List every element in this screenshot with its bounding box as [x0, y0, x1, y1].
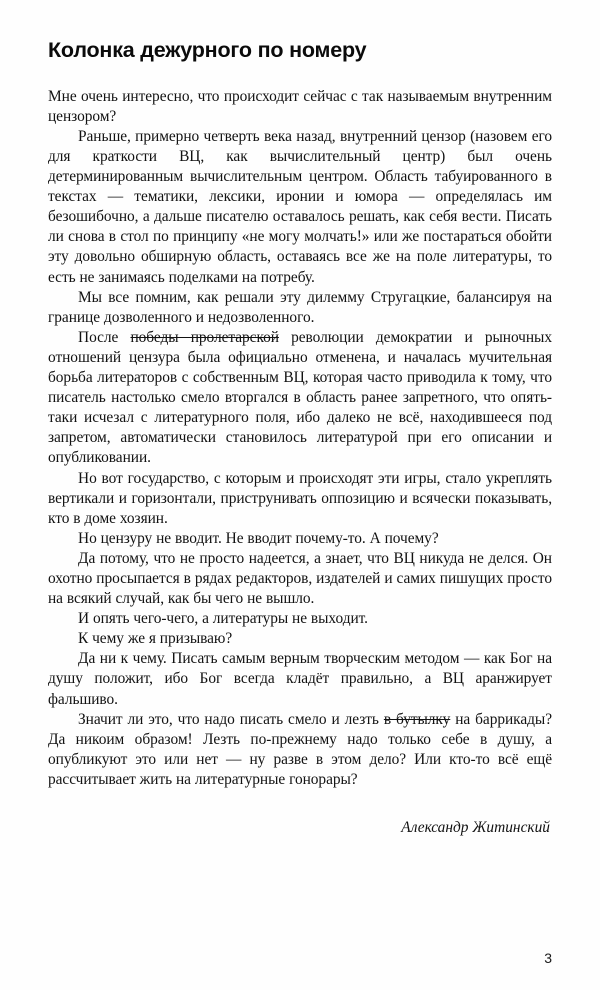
page-number: 3	[544, 950, 552, 966]
paragraph-4-rest: революции демократии и рыночных отношений цензура была официально отменена, и началась мучительная борьба литераторов с собственным ВЦ, которая часто приводила к тому, что писатель настолько смело вторгался в область ранее запретного, что опять-таки исчезал с литературного поля, ибо далеко не всё, находившееся под запретом, автоматически становилось литературой при его описании и опубликовании.	[48, 328, 552, 467]
paragraph-11-rest: на баррикады? Да никоим образом! Лезть по-прежнему надо только себе в душу, а опубликуют это или нет — ну разве в этом дело? Или кто-то всё ещё рассчитывает жить на литературные гонорары?	[48, 710, 553, 788]
page-content	[48, 0, 552, 838]
page-title: Колонка дежурного по номеру	[48, 38, 367, 62]
author-signature: Александр Житинский	[401, 819, 550, 836]
paragraph-11-lead: Значит ли это, что надо писать смело и лезть	[78, 710, 384, 728]
paragraph-4-lead: После	[78, 328, 131, 346]
paragraph-7: Да потому, что не просто надеется, а знает, что ВЦ никуда не делся. Он охотно просыпается в рядах редакторов, издателей и самих пишущих просто на всякий случай, как бы чего не вышло.	[48, 549, 552, 608]
paragraph-8: И опять чего-чего, а литературы не выходит.	[78, 610, 368, 628]
paragraph-6: Но цензуру не вводит. Не вводит почему-то. А почему?	[78, 529, 439, 547]
paragraph-11	[48, 710, 552, 790]
paragraph-2: Раньше, примерно четверть века назад, внутренний цензор (назовем его для краткости ВЦ, как вычислительный центр) был очень детерминированным вычислительным центром. Область табуированного в текстах — тематики, лексики, иронии и юмора — определялась им безошибочно, а дальше писателю оставалось решать, как себя вести. Писать ли снова в стол по принципу «не могу молчать!» или же постараться обойти эту довольно обширную область, оставаясь все же на поле литературы, то есть не занимаясь поделками на потребу.	[48, 127, 552, 286]
paragraph-10: Да ни к чему. Писать самым верным творческим методом — как Бог на душу положит, ибо Бог всегда кладёт правильно, а ВЦ аранжирует фальшиво.	[48, 650, 552, 708]
paragraph-1: Мне очень интересно, что происходит сейчас с так называемым внутренним цензором?	[48, 87, 552, 125]
paragraph-11-struck-text: в бутылку	[383, 710, 451, 728]
paragraph-4	[48, 328, 552, 469]
paragraph-3: Мы все помним, как решали эту дилемму Стругацкие, балансируя на границе дозволенного и недозволенного.	[48, 288, 552, 326]
paragraph-5: Но вот государство, с которым и происходят эти игры, стало укреплять вертикали и горизонтали, приструнивать оппозицию и всячески показывать, кто в доме хозяин.	[48, 469, 552, 527]
article-body	[48, 87, 552, 838]
paragraph-9: К чему же я призываю?	[78, 630, 233, 648]
paragraph-4-struck-text: победы пролетарской	[130, 328, 279, 346]
